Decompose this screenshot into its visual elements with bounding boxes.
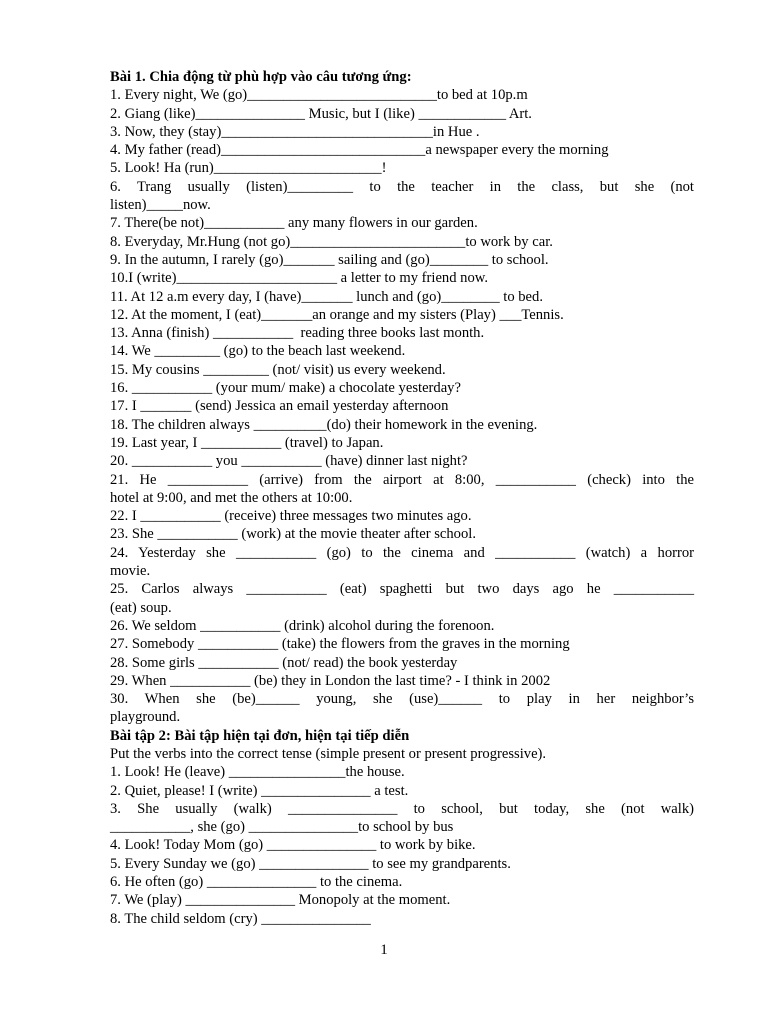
exercise-line: (eat) soup. [110,599,172,616]
exercise-line: 23. She ___________ (work) at the movie theater after school. [110,526,476,543]
exercise-1-heading: Bài 1. Chia động từ phù hợp vào câu tương ứng: [110,69,412,85]
exercise-line: 4. My father (read)____________________________a newspaper every the morning [110,142,609,159]
exercise-line: 12. At the moment, I (eat)_______an orange and my sisters (Play) ___Tennis. [110,306,564,323]
exercise-line: 6. He often (go) _______________ to the cinema. [110,874,403,891]
exercise-line: listen)_____now. [110,197,211,214]
exercise-line: 17. I _______ (send) Jessica an email yesterday afternoon [110,398,449,415]
exercise-line: 7. There(be not)___________ any many flowers in our garden. [110,215,478,232]
exercise-line: 10.I (write)______________________ a letter to my friend now. [110,270,489,287]
exercise-line: 5. Look! Ha (run)_______________________! [110,160,387,177]
exercise-line: 30. When she (be)______ young, she (use)______ to play in her neighbor’s [110,691,694,708]
exercise-line: movie. [110,563,151,580]
exercise-line: hotel at 9:00, and met the others at 10:00. [110,489,353,506]
exercise-1-list [110,86,694,726]
exercise-line: 16. ___________ (your mum/ make) a chocolate yesterday? [110,380,461,397]
exercise-line: 2. Giang (like)_______________ Music, but I (like) ____________ Art. [110,105,532,122]
exercise-line: 27. Somebody ___________ (take) the flowers from the graves in the morning [110,636,570,653]
exercise-line: 28. Some girls ___________ (not/ read) the book yesterday [110,654,458,671]
exercise-line: Put the verbs into the correct tense (simple present or present progressive). [110,745,547,762]
exercise-line: 25. Carlos always ___________ (eat) spaghetti but two days ago he ___________ [110,581,694,598]
exercise-line: 29. When ___________ (be) they in London the last time? - I think in 2002 [110,672,551,689]
exercise-line: 11. At 12 a.m every day, I (have)_______ lunch and (go)________ to bed. [110,288,543,305]
exercise-line: 1. Every night, We (go)__________________________to bed at 10p.m [110,87,528,104]
exercise-line: 20. ___________ you ___________ (have) dinner last night? [110,453,468,470]
exercise-line: 3. Now, they (stay)_____________________________in Hue . [110,123,480,140]
exercise-2-heading: Bài tập 2: Bài tập hiện tại đơn, hiện tại tiếp diễn [110,727,410,744]
exercise-line: 1. Look! He (leave) ________________the house. [110,764,405,781]
exercise-line: 9. In the autumn, I rarely (go)_______ sailing and (go)________ to school. [110,251,549,268]
exercise-line: 6. Trang usually (listen)_________ to the teacher in the class, but she (not [110,178,694,195]
exercise-line: 2. Quiet, please! I (write) _______________ a test. [110,782,409,799]
exercise-line: 13. Anna (finish) ___________ reading three books last month. [110,325,485,342]
exercise-line: 5. Every Sunday we (go) _______________ to see my grandparents. [110,855,511,872]
exercise-line: 26. We seldom ___________ (drink) alcohol during the forenoon. [110,617,495,634]
exercise-line: 8. The child seldom (cry) _______________ [110,910,371,927]
exercise-line: ___________, she (go) _______________to school by bus [110,819,454,836]
exercise-line: 14. We _________ (go) to the beach last weekend. [110,343,406,360]
exercise-line: playground. [110,709,181,726]
exercise-line: 7. We (play) _______________ Monopoly at the moment. [110,892,451,909]
page-number: 1 [380,942,388,958]
exercise-line: 22. I ___________ (receive) three messages two minutes ago. [110,508,472,525]
exercise-line: 21. He ___________ (arrive) from the airport at 8:00, ___________ (check) into the [110,471,694,488]
exercise-line: 3. She usually (walk) _______________ to school, but today, she (not walk) [110,800,694,817]
exercise-line: 19. Last year, I ___________ (travel) to Japan. [110,434,384,451]
exercise-line: 24. Yesterday she ___________ (go) to the cinema and ___________ (watch) a horror [110,544,694,561]
document-body [110,68,694,928]
exercise-line: 18. The children always __________(do) their homework in the evening. [110,416,538,433]
exercise-2-list [110,745,694,928]
exercise-line: 4. Look! Today Mom (go) _______________ to work by bike. [110,837,476,854]
exercise-line: 8. Everyday, Mr.Hung (not go)________________________to work by car. [110,233,553,250]
exercise-line: 15. My cousins _________ (not/ visit) us every weekend. [110,361,446,378]
